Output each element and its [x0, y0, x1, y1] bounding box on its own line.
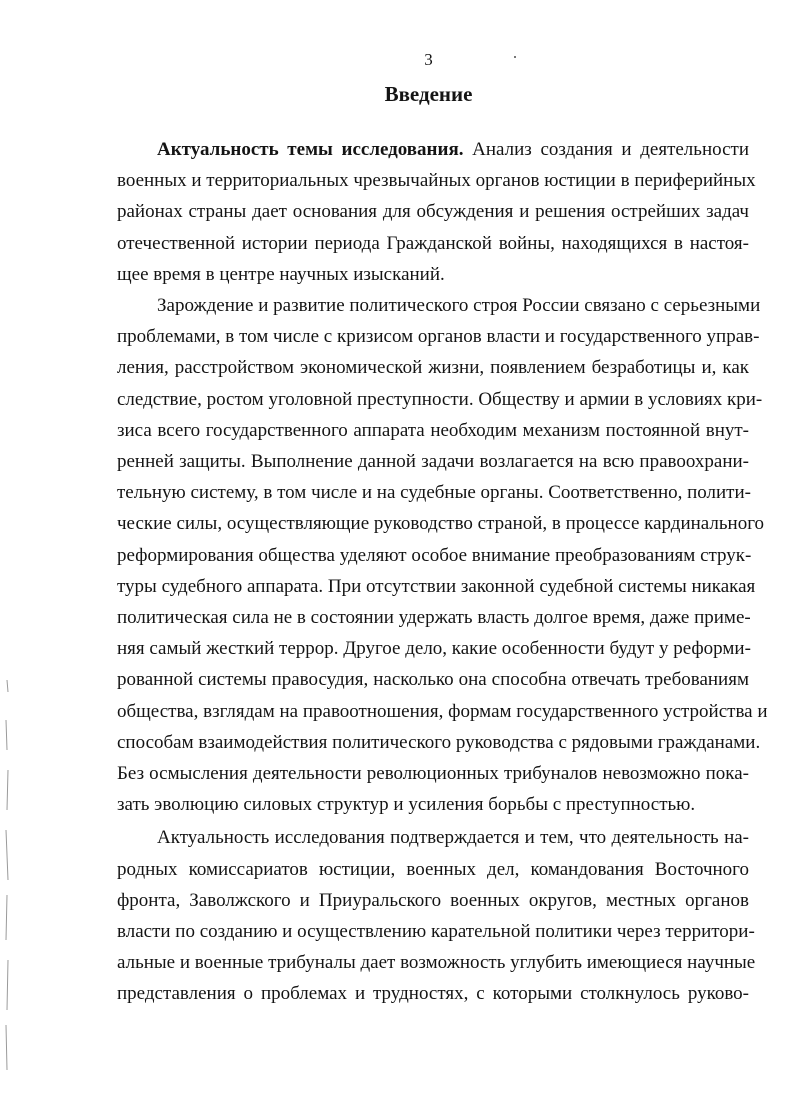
- text-line: туры судебного аппарата. При отсутствии законной судебной системы никакая: [117, 575, 756, 597]
- body-text: [117, 134, 768, 1010]
- text-line: няя самый жесткий террор. Другое дело, какие особенности будут у реформи-: [117, 638, 751, 660]
- text-line: ческие силы, осуществляющие руководство страной, в процессе кардинального: [117, 513, 765, 535]
- scan-speck: [514, 56, 516, 58]
- text-line: фронта, Заволжского и Приуральского военных округов, местных органов: [117, 889, 749, 911]
- text-line: Актуальность темы исследования. Анализ создания и деятельности: [157, 139, 749, 160]
- text-line: ренней защиты. Выполнение данной задачи возлагается на всю правоохрани-: [117, 451, 749, 473]
- paragraph-relevance: [117, 134, 756, 290]
- scan-edge-artifacts: [4, 680, 12, 1080]
- text-line: военных и территориальных чрезвычайных органов юстиции в периферийных: [117, 170, 756, 192]
- text-line: отечественной истории периода Гражданской войны, находящихся в настоя-: [117, 232, 749, 254]
- paragraph-relevance-confirmation: [117, 822, 756, 1009]
- page-title: Введение: [384, 82, 473, 106]
- section-lead: Актуальность темы исследования.: [157, 139, 464, 160]
- text-line: проблемами, в том числе с кризисом органов власти и государственного управ-: [117, 326, 760, 348]
- text-line: власти по созданию и осуществлению карательной политики через территори-: [117, 921, 755, 943]
- paragraph-political-system: [117, 290, 768, 820]
- text-line: следствие, ростом уголовной преступности. Обществу и армии в условиях кри-: [117, 388, 763, 410]
- text-line: родных комиссариатов юстиции, военных дел, командования Восточного: [117, 858, 749, 880]
- text-line: щее время в центре научных изысканий.: [117, 263, 445, 285]
- text-line: Актуальность исследования подтверждается и тем, что деятельность на-: [157, 827, 749, 849]
- text-line: тельную систему, в том числе и на судебные органы. Соответственно, полити-: [117, 482, 751, 504]
- text-line: ления, расстройством экономической жизни, появлением безработицы и, как: [117, 357, 749, 379]
- text-line: рованной системы правосудия, насколько она способна отвечать требованиям: [117, 669, 749, 691]
- text-line: зиса всего государственного аппарата необходим механизм постоянной внут-: [117, 419, 749, 441]
- text-line: общества, взглядам на правоотношения, формам государственного устройства и: [117, 700, 768, 722]
- page-number: 3: [424, 50, 433, 69]
- text-line: зать эволюцию силовых структур и усиления борьбы с преступностью.: [117, 794, 696, 816]
- text-line: Без осмысления деятельности революционных трибуналов невозможно пока-: [117, 763, 749, 785]
- text-line: районах страны дает основания для обсуждения и решения острейших задач: [117, 201, 749, 223]
- text-line: Зарождение и развитие политического строя России связано с серьезными: [157, 295, 761, 317]
- text-line: реформирования общества уделяют особое внимание преобразованиям струк-: [117, 544, 752, 566]
- text-line: способам взаимодействия политического руководства с рядовыми гражданами.: [117, 731, 761, 753]
- text-line: политическая сила не в состоянии удержать власть долгое время, даже приме-: [117, 607, 751, 629]
- text-line: представления о проблемах и трудностях, с которыми столкнулось руково-: [117, 983, 749, 1005]
- text-line: альные и военные трибуналы дает возможность углубить имеющиеся научные: [117, 952, 756, 974]
